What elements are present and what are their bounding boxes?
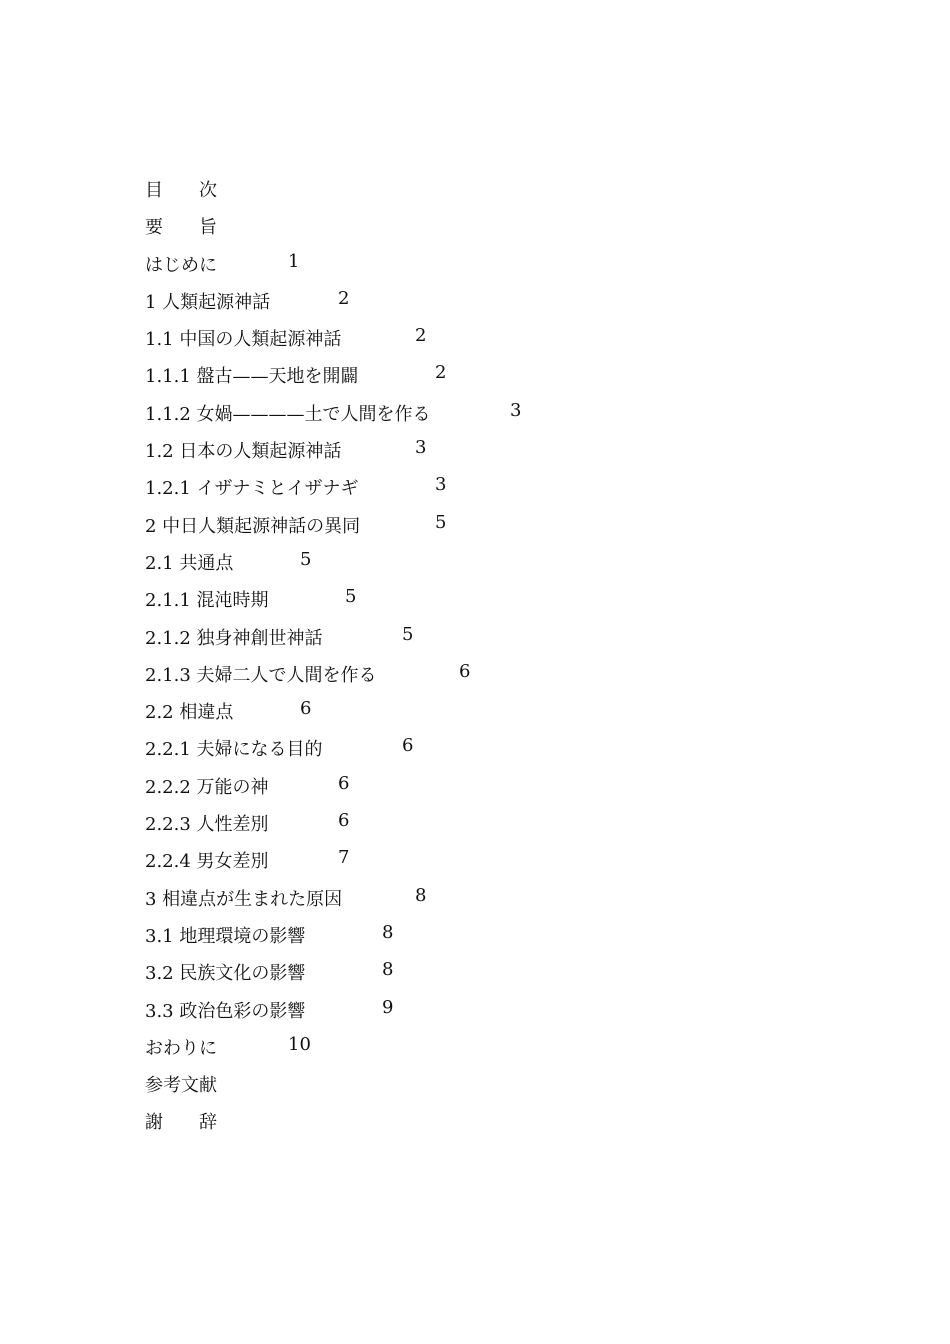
toc-entry-title: 1.2 日本の人類起源神話 — [145, 441, 342, 463]
toc-entry-title: 3.3 政治色彩の影響 — [145, 1000, 306, 1022]
toc-entry-title: 2.1.1 混沌時期 — [145, 590, 269, 612]
toc-entry — [145, 767, 845, 804]
toc-entry-title: 2.1.2 独身神創世神話 — [145, 627, 323, 649]
toc-entry-page: 2 — [338, 287, 350, 309]
toc-entry-title: 要 旨 — [145, 217, 217, 239]
toc-entry-title: 2.2.4 男女差別 — [145, 851, 269, 873]
toc-entry — [145, 282, 845, 319]
toc-entry — [145, 506, 845, 543]
toc-entry — [145, 394, 845, 431]
toc-entry-title: 3 相違点が生まれた原因 — [145, 888, 343, 910]
toc-entry-page: 8 — [382, 921, 394, 943]
toc-entry-title: 2.1.3 夫婦二人で人間を作る — [145, 664, 377, 686]
toc-entry — [145, 692, 845, 729]
toc-entry-title: 1.2.1 イザナミとイザナギ — [145, 478, 359, 500]
toc-entry-title: 1.1.2 女媧————土で人間を作る — [145, 403, 431, 425]
toc-entry-title: はじめに — [145, 254, 217, 276]
toc-entry-page: 2 — [435, 362, 447, 384]
toc-entry-page: 6 — [459, 660, 471, 682]
toc-entry-page: 3 — [415, 437, 427, 459]
toc-entry-page: 8 — [382, 959, 394, 981]
toc-entry-page: 2 — [415, 325, 427, 347]
toc-entry-page: 6 — [300, 698, 312, 720]
toc-entry — [145, 1102, 845, 1139]
toc-entry — [145, 916, 845, 953]
toc-entry-page: 6 — [338, 810, 350, 832]
toc-entry — [145, 468, 845, 505]
toc-entry-page: 3 — [435, 474, 447, 496]
toc-entry-page: 10 — [288, 1033, 311, 1055]
toc-title: 目 次 — [145, 180, 217, 201]
toc-entry-title: 2.2.3 人性差別 — [145, 814, 269, 836]
toc-entry-title: 2 中日人類起源神話の異同 — [145, 515, 361, 537]
toc-entry — [145, 618, 845, 655]
toc-entry-title: 3.1 地理環境の影響 — [145, 925, 306, 947]
toc-entry-title: 参考文献 — [145, 1075, 217, 1097]
toc-entry-title: 1.1 中国の人類起源神話 — [145, 329, 342, 351]
toc-entry-title: おわりに — [145, 1037, 217, 1059]
toc-entry-page: 9 — [382, 996, 394, 1018]
toc-entry-page: 3 — [510, 399, 522, 421]
toc-title-row — [145, 170, 845, 207]
toc-entry-page: 8 — [415, 884, 427, 906]
toc-entry-title: 2.2 相違点 — [145, 702, 234, 724]
toc-entry — [145, 319, 845, 356]
toc-entries — [145, 207, 845, 1139]
toc-entry — [145, 207, 845, 244]
toc-entry-page: 1 — [288, 250, 300, 272]
toc-entry — [145, 580, 845, 617]
toc-entry-page: 7 — [338, 847, 350, 869]
toc-entry — [145, 804, 845, 841]
toc-entry-page: 6 — [402, 735, 414, 757]
toc-entry-page: 5 — [435, 511, 447, 533]
toc-entry-title: 1.1.1 盤古——天地を開闢 — [145, 366, 359, 388]
toc-entry — [145, 431, 845, 468]
toc-entry-page: 6 — [338, 772, 350, 794]
toc-entry-page: 5 — [300, 548, 312, 570]
toc-entry — [145, 841, 845, 878]
toc-entry-title: 2.2.2 万能の神 — [145, 776, 269, 798]
toc-entry-title: 1 人類起源神話 — [145, 291, 271, 313]
toc-entry — [145, 543, 845, 580]
toc-entry — [145, 356, 845, 393]
toc-entry-page: 5 — [345, 586, 357, 608]
toc-entry-page: 5 — [402, 623, 414, 645]
toc-entry — [145, 879, 845, 916]
toc-entry — [145, 1028, 845, 1065]
table-of-contents — [145, 170, 845, 1140]
toc-entry — [145, 1065, 845, 1102]
toc-entry — [145, 953, 845, 990]
toc-entry-title: 2.2.1 夫婦になる目的 — [145, 739, 323, 761]
toc-entry-title: 3.2 民族文化の影響 — [145, 963, 306, 985]
toc-entry-title: 2.1 共通点 — [145, 552, 234, 574]
toc-entry — [145, 729, 845, 766]
toc-entry-title: 謝 辞 — [145, 1112, 217, 1134]
toc-entry — [145, 655, 845, 692]
toc-entry — [145, 991, 845, 1028]
toc-entry — [145, 245, 845, 282]
